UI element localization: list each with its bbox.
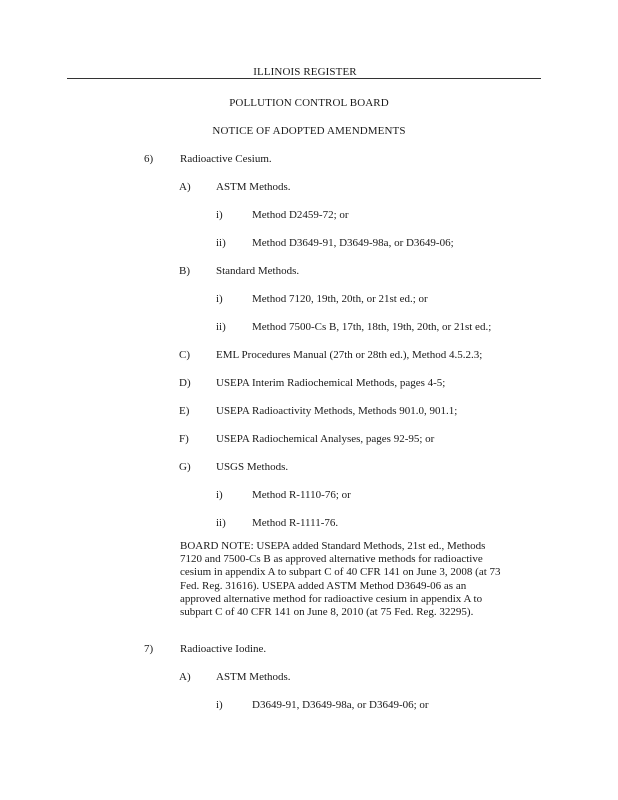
item-6d-label: D) [179,377,191,389]
item-6c-text: EML Procedures Manual (27th or 28th ed.), Method 4.5.2.3; [216,349,483,361]
item-6g-i-text: Method R-1110-76; or [252,489,351,501]
item-6a-i-label: i) [216,209,223,221]
item-6b-ii-text: Method 7500-Cs B, 17th, 18th, 19th, 20th, or 21st ed.; [252,321,492,333]
board-header: POLLUTION CONTROL BOARD [229,97,389,109]
notice-header: NOTICE OF ADOPTED AMENDMENTS [212,125,406,137]
item-6a-label: A) [179,181,191,193]
item-6a-ii-label: ii) [216,237,226,249]
item-6c-label: C) [179,349,190,361]
header-rule [67,78,541,79]
item-6a-text: ASTM Methods. [216,181,291,193]
section-7-title: Radioactive Iodine. [180,643,267,655]
item-6e-label: E) [179,405,190,417]
item-6g-ii-label: ii) [216,517,226,529]
register-header: ILLINOIS REGISTER [253,66,357,78]
item-6d-text: USEPA Interim Radiochemical Methods, pages 4-5; [216,377,446,389]
item-6g-ii-text: Method R-1111-76. [252,517,339,529]
section-7-number: 7) [144,643,154,655]
item-6a-i-text: Method D2459-72; or [252,209,349,221]
item-6f-label: F) [179,433,189,445]
item-6b-ii-label: ii) [216,321,226,333]
item-6b-label: B) [179,265,190,277]
item-6b-i-label: i) [216,293,223,305]
board-note: BOARD NOTE: USEPA added Standard Methods, 21st ed., Methods 7120 and 7500-Cs B as approved alternative methods for radioactive cesium in appendix A to subpart C of 40 CFR 141 on June 3, 2008 (at 73 Fed. Reg. 31616). USEPA added ASTM Method D3649-06 as an approved alternative method for radioactive cesium in appendix A to subpart C of 40 CFR 141 on June 8, 2010 (at 75 Fed. Reg. 32295). [180,540,501,619]
section-6-title: Radioactive Cesium. [180,153,272,165]
section-6-number: 6) [144,153,154,165]
item-6e-text: USEPA Radioactivity Methods, Methods 901.0, 901.1; [216,405,458,417]
item-6g-text: USGS Methods. [216,461,289,473]
item-6a-ii-text: Method D3649-91, D3649-98a, or D3649-06; [252,237,454,249]
item-6g-i-label: i) [216,489,223,501]
item-6b-i-text: Method 7120, 19th, 20th, or 21st ed.; or [252,293,428,305]
item-7a-text: ASTM Methods. [216,671,291,683]
item-7a-label: A) [179,671,191,683]
item-6g-label: G) [179,461,191,473]
item-6b-text: Standard Methods. [216,265,300,277]
item-7a-i-text: D3649-91, D3649-98a, or D3649-06; or [252,699,429,711]
item-7a-i-label: i) [216,699,223,711]
item-6f-text: USEPA Radiochemical Analyses, pages 92-95; or [216,433,435,445]
